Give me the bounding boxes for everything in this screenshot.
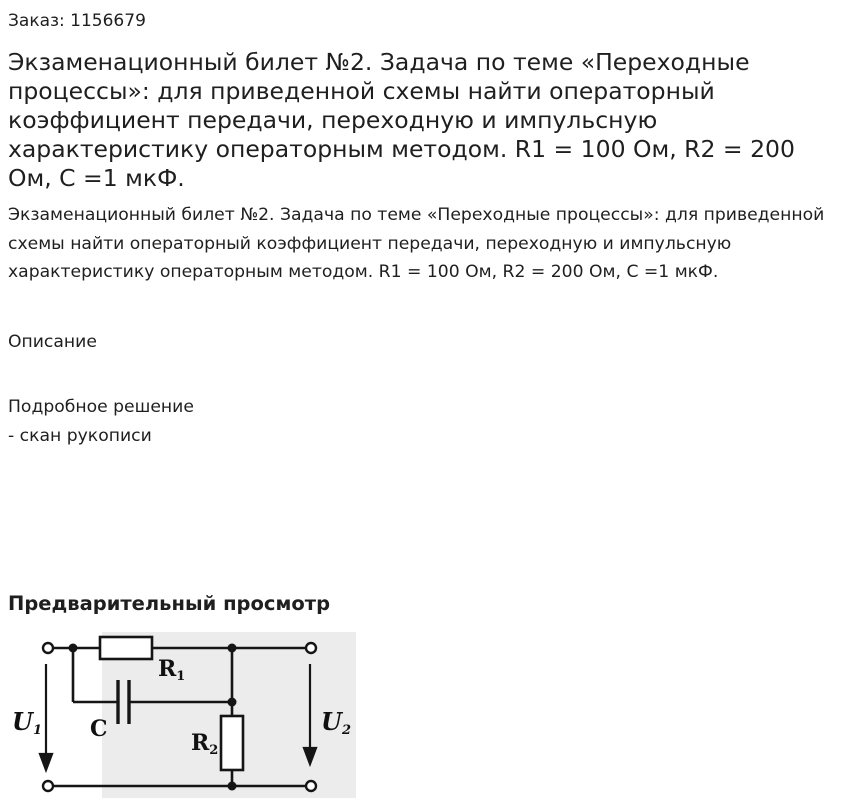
task-description: Экзаменационный билет №2. Задача по теме «Переходные процессы»: для приведенной схемы найти операторный коэффициент передачи, переходную и импульсную характеристику операторным методом. R1 = 100 Ом, R2 = 200 Ом, С =1 мкФ. [8, 205, 825, 282]
label-u1: U1 [12, 707, 42, 738]
terminal-input-bottom [43, 781, 53, 791]
label-c: C [90, 716, 108, 742]
page-title: Экзаменационный билет №2. Задача по теме «Переходные процессы»: для приведенной схемы найти операторный коэффициент передачи, переходную и импульсную характеристику операторным методом. R1 = 100 Ом, R2 = 200 Ом, С =1 мкФ. [8, 48, 795, 192]
circuit-preview-image [8, 630, 358, 800]
label-r2: R2 [191, 730, 219, 758]
preview-heading: Предварительный просмотр [8, 592, 331, 615]
description-section-label: Описание [8, 332, 97, 352]
solution-line-detailed: Подробное решение [8, 397, 194, 417]
solution-line-scan: - скан рукописи [8, 426, 152, 446]
solution-info [8, 393, 194, 451]
terminal-output-bottom [306, 781, 316, 791]
circuit-schematic [8, 630, 358, 800]
order-number: Заказ: 1156679 [8, 11, 146, 31]
label-u2: U2 [321, 707, 351, 738]
terminal-output-top [306, 643, 316, 653]
label-r1: R1 [158, 656, 186, 684]
resistor-r2 [221, 716, 243, 770]
terminal-input-top [43, 643, 53, 653]
resistor-r1 [100, 637, 152, 659]
